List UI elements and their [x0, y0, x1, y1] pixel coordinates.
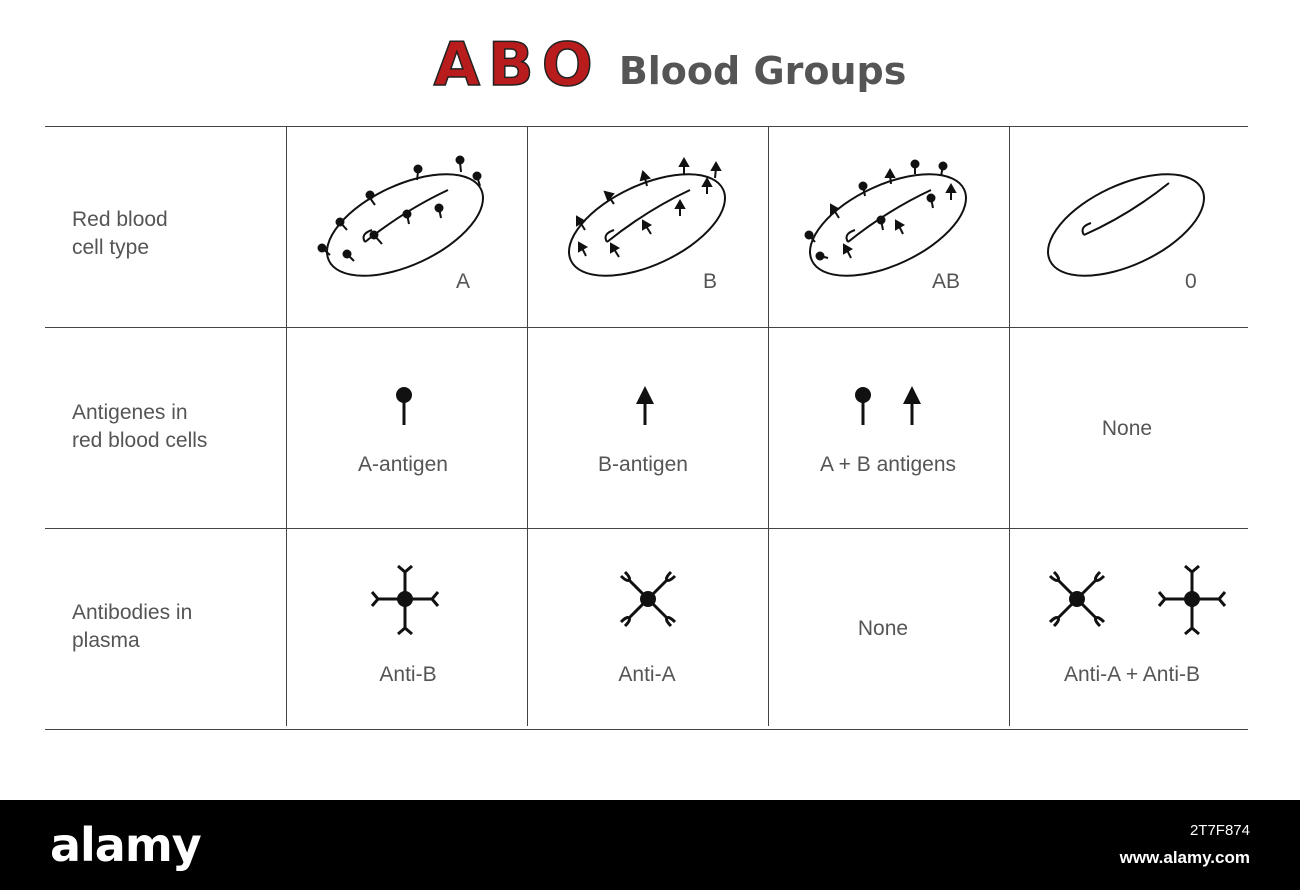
antibody-label-anti-b: Anti-B	[379, 663, 437, 686]
cell-type-label-0: 0	[1185, 270, 1197, 293]
cell-type-label-ab: AB	[932, 270, 961, 293]
red-blood-cell-a-illustration	[310, 150, 500, 290]
antigen-label-none: None	[1101, 417, 1153, 440]
b-antigen-icon	[902, 385, 922, 427]
anti-b-antibody-icon	[370, 564, 440, 636]
red-blood-cell-ab-illustration	[793, 150, 983, 290]
table-bottom-border	[45, 729, 1248, 730]
alamy-logo: alamy	[50, 818, 201, 872]
antibody-label-none: None	[857, 617, 909, 640]
col-divider-2	[527, 126, 528, 726]
image-id: 2T7F874	[1189, 822, 1250, 839]
anti-b-antibody-icon	[1157, 564, 1227, 636]
watermark-footer	[0, 800, 1300, 890]
a-antigen-icon	[394, 385, 414, 427]
red-blood-cell-b-illustration	[552, 150, 742, 290]
row-label-cell-type: Red blood cell type	[72, 208, 168, 259]
cell-type-label-b: B	[703, 270, 718, 293]
antigen-label-b: B-antigen	[598, 453, 688, 476]
antigen-label-a: A-antigen	[358, 453, 448, 476]
title	[0, 30, 1300, 100]
b-antigen-icon	[635, 385, 655, 427]
antigen-label-ab: A + B antigens	[819, 453, 957, 476]
title-blood-groups: Blood Groups	[618, 49, 907, 93]
cell-type-label-a: A	[456, 270, 471, 293]
row-divider-1	[45, 327, 1248, 328]
antibody-label-anti-a: Anti-A	[618, 663, 676, 686]
col-divider-1	[286, 126, 287, 726]
red-blood-cell-0-illustration	[1034, 150, 1224, 290]
row-label-antibodies: Antibodies in plasma	[72, 601, 193, 652]
row-divider-2	[45, 528, 1248, 529]
anti-a-antibody-icon	[613, 564, 683, 634]
a-antigen-icon	[853, 385, 873, 427]
alamy-url: www.alamy.com	[1119, 848, 1250, 867]
row-label-antigens: Antigenes in red blood cells	[72, 401, 208, 452]
antibody-label-anti-a-anti-b: Anti-A + Anti-B	[1064, 663, 1200, 686]
anti-a-antibody-icon	[1042, 564, 1112, 634]
title-abo: ABO	[433, 30, 601, 100]
table-top-border	[45, 126, 1248, 127]
